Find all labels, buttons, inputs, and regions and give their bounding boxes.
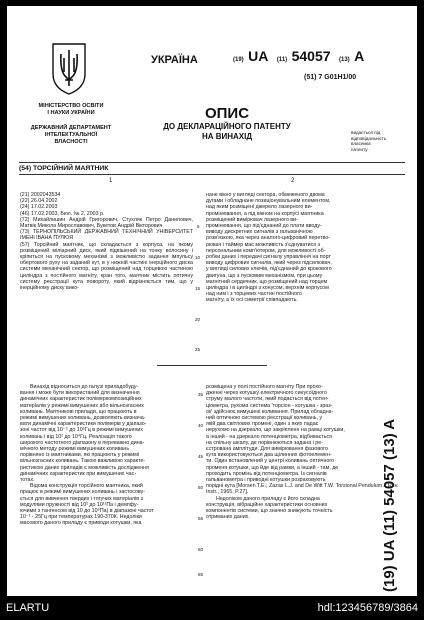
document-title: ОПИС ДО ДЕКЛАРАЦІЙНОГО ПАТЕНТУ НА ВИНАХІД <box>163 105 291 141</box>
line-number: 45 <box>198 454 204 459</box>
line-number: 15 <box>195 286 201 291</box>
bibliographic-data: (21) 2002043534 (22) 26.04.2002 (24) 17.02.2003 (46) 17.02.2003, Бюл. № 2, 2003 р. (72) Михайлишин Андрій Григорович, Стухляк Петро Данилович, Матвік Микола Мирославович, Букетов Андрій Вікторович (73) ТЕРНОПІЛЬСЬКИЙ ДЕРЖАВНИЙ ТЕХНІЧНИЙ УНІВЕРСИТЕТ ІМЕНІ ІВАНА ПУЛЮЯ (57) Торсійний маятник, що складається з корпуса, на якому розміщений міліарний диск, який підвішений на тонку волосину і кріпиться на пусковому механізмі з можливістю задання імпульсу обертового руху на заданий кут, в у нижній частині інерційного диска системи механічний сектор, що розміщений над торцевою частиною циліндра з постійного магніту, кран того, маятник містить оптичну систему реєстрації кута повороту, який відрізняється тим, що у інерційному диску вико- <box>20 192 193 292</box>
ministry-label: МІНІСТЕРСТВО ОСВІТИ І НАУКИ УКРАЇНИ <box>38 103 104 116</box>
footer-left-label: ELARTU <box>6 602 50 614</box>
line-number: 40 <box>198 423 204 428</box>
side-note: видається під відповідальність власника патенту <box>351 130 387 152</box>
line-number: 60 <box>198 547 204 552</box>
patent-number: 54057 <box>291 48 331 64</box>
claim-text: (57) Торсійний маятник, що складається з корпуса, на якому розміщений міліарний диск, який підвішений на тонку волосину і кріпиться на пусковому механізмі з можливістю задання імпульсу обертового руху на заданий кут, в у нижній частині інерційного диска системи механічний сектор, що розміщений над торцевою частиною циліндра з постійного магніту, кран того, маятник містить оптичну систему реєстрації кута повороту, який відрізняється тим, що у інерційному диску вико- <box>20 241 193 292</box>
ipc-line: (51) 7 G01H1/00 <box>304 74 357 81</box>
line-number: 55 <box>198 516 204 521</box>
patent-code-line: (19) UA (11) 54057 (13) A <box>233 48 365 64</box>
line-number: 25 <box>195 347 201 352</box>
line-number: 5 <box>197 224 200 229</box>
divider <box>19 174 405 175</box>
footer-bar <box>0 598 424 620</box>
country-label: УКРАЇНА <box>151 54 198 66</box>
claims-separator <box>157 365 267 366</box>
claim-continuation: нане вікно у вигляді сектора, обмеженого двома дугами і обладнане позиціонувальним елементом, над яким розміщені джерело лазерного ви- промінювання, а під вікном на корпусі маятника розміщений вимірювач лазерного ви- промінювання, що під'єднаний до плати вводу- виводу дискретних сигналів з гальванічною розв'язкою, яка через аналого-цифровий перетво- рювач і таймер має можливість з'єднуватися з персональним комп'ютером, для можливості об- робки даних і передачі сигналу управління на порт виводу цифрових сигналів, який через підсилювач, у вигляді силових ключів, під'єднаний до крокового двигуна, що з пусковим механізмом, при цьому магнітний сердечник, що розміщений над торцем циліндра і в циліндрі з конусом, верхнім корпусом над ним і з торцевих частин постійного магніту, а їх осі симетрії співпадають. <box>206 192 332 304</box>
divider <box>19 162 405 163</box>
description-left: Винахід відноситься до галузі приладобуду- вання і може бути використаний для визначення динамічних характеристик полімеркомпозиційних матеріалів у режимі вимушених або вільнозгасних коливань. Маятникові прилади, що працюють в режимі вимушених коливань, дозволяють визнача- вати динамічні характеристики полімерів у діапазо- зоні частот від 10⁻⁵ до 10⁵Гц в режимі вимушених коливань і від 10² до 10⁴Гц. Реалізація такого широкого частотного діапазону в переважно дина- мічного методу режимі вимушених коливань порівняно із маятниками, які працюють у режимі вільнозгасних коливань. Такою важливою характе- ристикою даних приладів є можливість дослідження динамічних характеристик при вимушених час- тотах. Відома конструкція торсійного маятника, який працює в режимі вимушених коливань і застосову- ється для вивчення твердих і тягучих матеріалів з модулями пружності від 10² до 10¹¹Па і демпфу- ючими з тангенсом від 10 до 10⁹Па) в діапазоні частот 10⁻¹ - 25Гц при температурах 190-370К. Недоліки масового даного приладу є приводи котушки, яка <box>20 384 154 527</box>
department-label: ДЕРЖАВНИЙ ДЕПАРТАМЕНТ ІНТЕЛЕКТУАЛЬНОЇ ВЛАСНОСТІ <box>30 125 112 145</box>
country-code: UA <box>248 48 269 64</box>
kind-code: A <box>354 48 365 64</box>
patent-page <box>7 6 417 596</box>
column-number: 2 <box>291 178 295 184</box>
trident-emblem-icon <box>49 40 89 96</box>
line-number: 35 <box>198 392 204 397</box>
description-right: розміщена у полі постійного магніту При прохо- дженні через котушку електричного синусоїдного струму малого частоти, який подається від потен- ціометра, рухома система 'торсіон - котушка - зраз- ок' здійснює вимушені коливання. Прилад обладна- ний оптичною системою реєстрації коливань, у якій два світлових промені, один з яких падає нерухомо на дзеркало, що закріплене на рамці котушки, а інший - на дзеркало потенціометра, відбивається на спільну шкалу, де порівнюються задана і ре- єстрована амплітуди. Для вимірювання фазового кута використовуються два щілинних фотоелемен- ти. Один встановлений у центрі коливань оптичного променя котушки, що йде від рамки, а інший - там, де проходить промінь від потенціометра. Із сигналів гальванометра і приводні котушки розраховують порідні кута [Morsen T.E., Zazas L.J. and De Witt T.W. Torsional Pendulum // Rev. Instr., 1965, P.27]. Недоліком даного приладу є його складна конструкція, вібраційне характеристики основних компонентів системи, що значно знижують точність отриманих даних. <box>206 384 399 521</box>
line-number: 20 <box>195 317 201 322</box>
line-number: 10 <box>195 255 201 260</box>
invention-title: (54) ТОРСІЙНИЙ МАЯТНИК <box>19 165 109 172</box>
footer-handle-link[interactable]: hdl:123456789/3864 <box>317 602 418 614</box>
line-number: 50 <box>198 485 204 490</box>
line-number: 65 <box>198 572 204 577</box>
vertical-patent-number: (19) UA (11) 54057 (13) A <box>381 418 398 592</box>
column-number: 1 <box>109 178 113 184</box>
